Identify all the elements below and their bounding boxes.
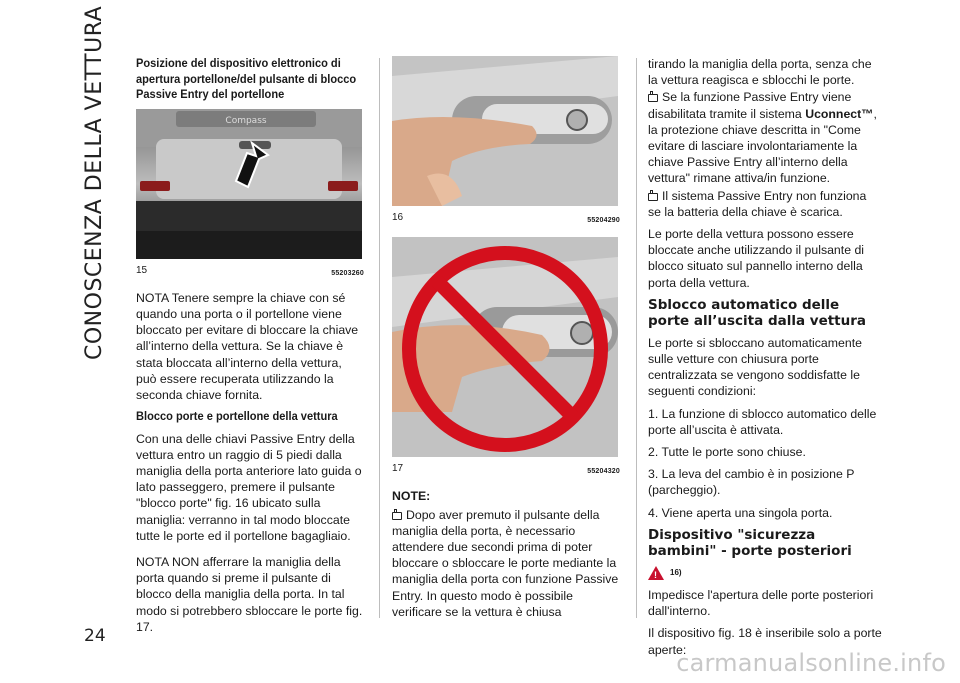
figure-code: 55204320 <box>587 468 620 476</box>
column-1 <box>136 56 364 641</box>
heading-child-safety: Dispositivo "sicurezza bambini" - porte posteriori <box>648 526 852 560</box>
figure-number: 17 <box>392 463 404 475</box>
page-number: 24 <box>84 626 106 646</box>
paragraph-child-safety: Impedisce l'apertura delle porte posteriori dall'interno. <box>648 588 874 619</box>
note-keep-key: NOTA Tenere sempre la chiave con sé quando una porta o il portellone viene bloccato per evitare di bloccare la chiave all’interno della vettura. Se la chiave è stata bloccata all’interno della vettura, può essere recuperata utilizzando la seconda chiave fornita. <box>136 290 359 402</box>
heading-lock-doors: Blocco porte e portellone della vettura <box>136 409 338 424</box>
note-icon <box>392 512 402 520</box>
figure-15-caption <box>136 263 364 282</box>
compass-badge: Compass <box>225 115 267 126</box>
figure-16-caption <box>392 210 620 229</box>
note-icon <box>648 193 658 201</box>
warning-reference <box>648 565 882 581</box>
list-item: 3. La leva del cambio è in posizione P (parcheggio). <box>648 467 855 498</box>
note-label: NOTE: <box>392 489 431 504</box>
column-2 <box>392 56 620 626</box>
paragraph-interior-lock: Le porte della vettura possono essere bloccate anche utilizzando il pulsante di blocco situato sul pannello interno della porta della vettura. <box>648 227 865 290</box>
figure-15-tailgate-photo <box>136 109 362 259</box>
tailgate-illustration <box>136 109 362 259</box>
watermark: carmanualsonline.info <box>676 649 946 677</box>
section-title: CONOSCENZA DELLA VETTURA <box>82 5 107 360</box>
note-battery-discharged: Il sistema Passive Entry non funziona se la batteria della chiave è scarica. <box>648 188 867 219</box>
note-do-not-grab: NOTA NON afferrare la maniglia della porta quando si preme il pulsante di blocco della maniglia della porta. In tal modo si potrebbero sbloccare le porte fig. 17. <box>136 555 363 634</box>
grab-handle-prohibited-illustration <box>392 237 618 457</box>
paragraph-device-open-doors: Il dispositivo fig. 18 è inseribile solo a porte aperte: <box>648 626 882 657</box>
note-wait-two-seconds: Dopo aver premuto il pulsante della maniglia della porta, è necessario attendere due secondi prima di poter bloccare o sbloccare le porte mediante la maniglia della porta con funzione Passive Entry. In questo modo è possibile verificare se la vettura è chiusa <box>392 507 619 619</box>
figure-17-handle-prohibited-photo <box>392 237 618 457</box>
column-3 <box>648 56 882 664</box>
note-icon <box>648 94 658 102</box>
list-item: 4. Viene aperta una singola porta. <box>648 505 833 520</box>
list-item: 1. La funzione di sblocco automatico delle porte all’uscita è attivata. <box>648 406 877 437</box>
figure-17-caption <box>392 461 620 480</box>
warning-icon <box>648 566 664 580</box>
paragraph-continued: tirando la maniglia della porta, senza che la vettura reagisca e sblocchi le porte. <box>648 57 872 88</box>
heading-tailgate-position: Posizione del dispositivo elettronico di apertura portellone/del pulsante di blocco Passive Entry del portellone <box>136 56 357 101</box>
paragraph-lock-procedure: Con una delle chiavi Passive Entry della vettura entro un raggio di 5 piedi dalla maniglia della porta anteriore lato guida o lato passeggero, premere il pulsante "blocco porte" fig. 16 ubicato sulla maniglia: verranno in tal modo bloccate tutte le porte ed il portellone bagagliaio. <box>136 431 362 543</box>
warning-ref-number: 16) <box>670 567 682 577</box>
figure-number: 15 <box>136 264 148 276</box>
figure-code: 55203260 <box>331 269 364 277</box>
column-divider <box>379 58 380 618</box>
figure-16-handle-photo <box>392 56 618 206</box>
figure-code: 55204290 <box>587 217 620 224</box>
column-divider <box>636 58 637 618</box>
note-passive-entry-disabled: Se la funzione Passive Entry viene disabilitata tramite il sistema Uconnect™, la protezione chiave descritta in "Come evitare di lasciare involontariamente la chiave Passive Entry all’interno della vettura" rimane attiva/in funzione. <box>648 90 877 186</box>
list-item: 2. Tutte le porte sono chiuse. <box>648 445 806 460</box>
figure-number: 16 <box>392 212 404 223</box>
paragraph-auto-unlock-conditions: Le porte si sbloccano automaticamente sulle vetture con chiusura porte centralizzata se vengono soddisfatte le seguenti condizioni: <box>648 335 862 399</box>
heading-auto-unlock: Sblocco automatico delle porte all’uscita dalla vettura <box>648 296 867 330</box>
door-handle-press-illustration <box>392 56 618 206</box>
